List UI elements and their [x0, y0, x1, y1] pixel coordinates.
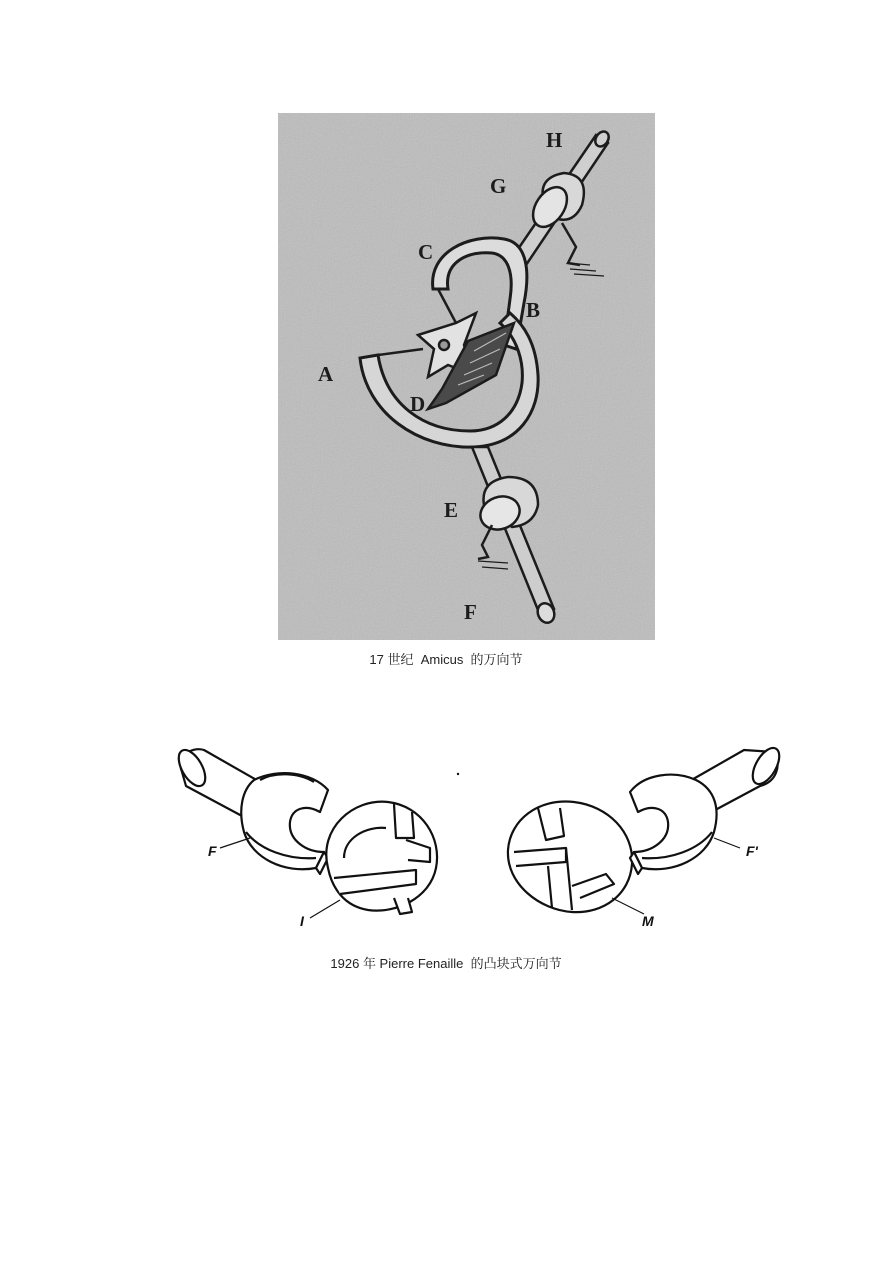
label-h: H: [546, 128, 563, 152]
label-f: F: [464, 600, 477, 624]
center-block-m: [508, 802, 632, 913]
label-g: G: [490, 174, 507, 198]
label-b: B: [526, 298, 541, 322]
speck: [457, 773, 459, 775]
label-e: E: [444, 498, 459, 522]
right-shaft-fork: [630, 744, 785, 874]
label-f-left: F: [208, 843, 217, 859]
label-i: I: [300, 913, 304, 929]
label-c: C: [418, 240, 434, 264]
amicus-joint-illustration: [278, 113, 655, 640]
left-shaft-fork: [173, 746, 328, 874]
label-m: M: [642, 913, 654, 929]
figure-caption-fenaille: 1926 年 Pierre Fenaille 的凸块式万向节: [330, 956, 562, 971]
label-f-prime: F': [746, 843, 758, 859]
fenaille-joint-illustration: [168, 728, 788, 940]
label-a: A: [318, 362, 334, 386]
label-d: D: [410, 392, 426, 416]
center-block-i: [326, 802, 437, 914]
figure-caption-amicus: 17 世纪 Amicus 的万向节: [369, 652, 523, 667]
